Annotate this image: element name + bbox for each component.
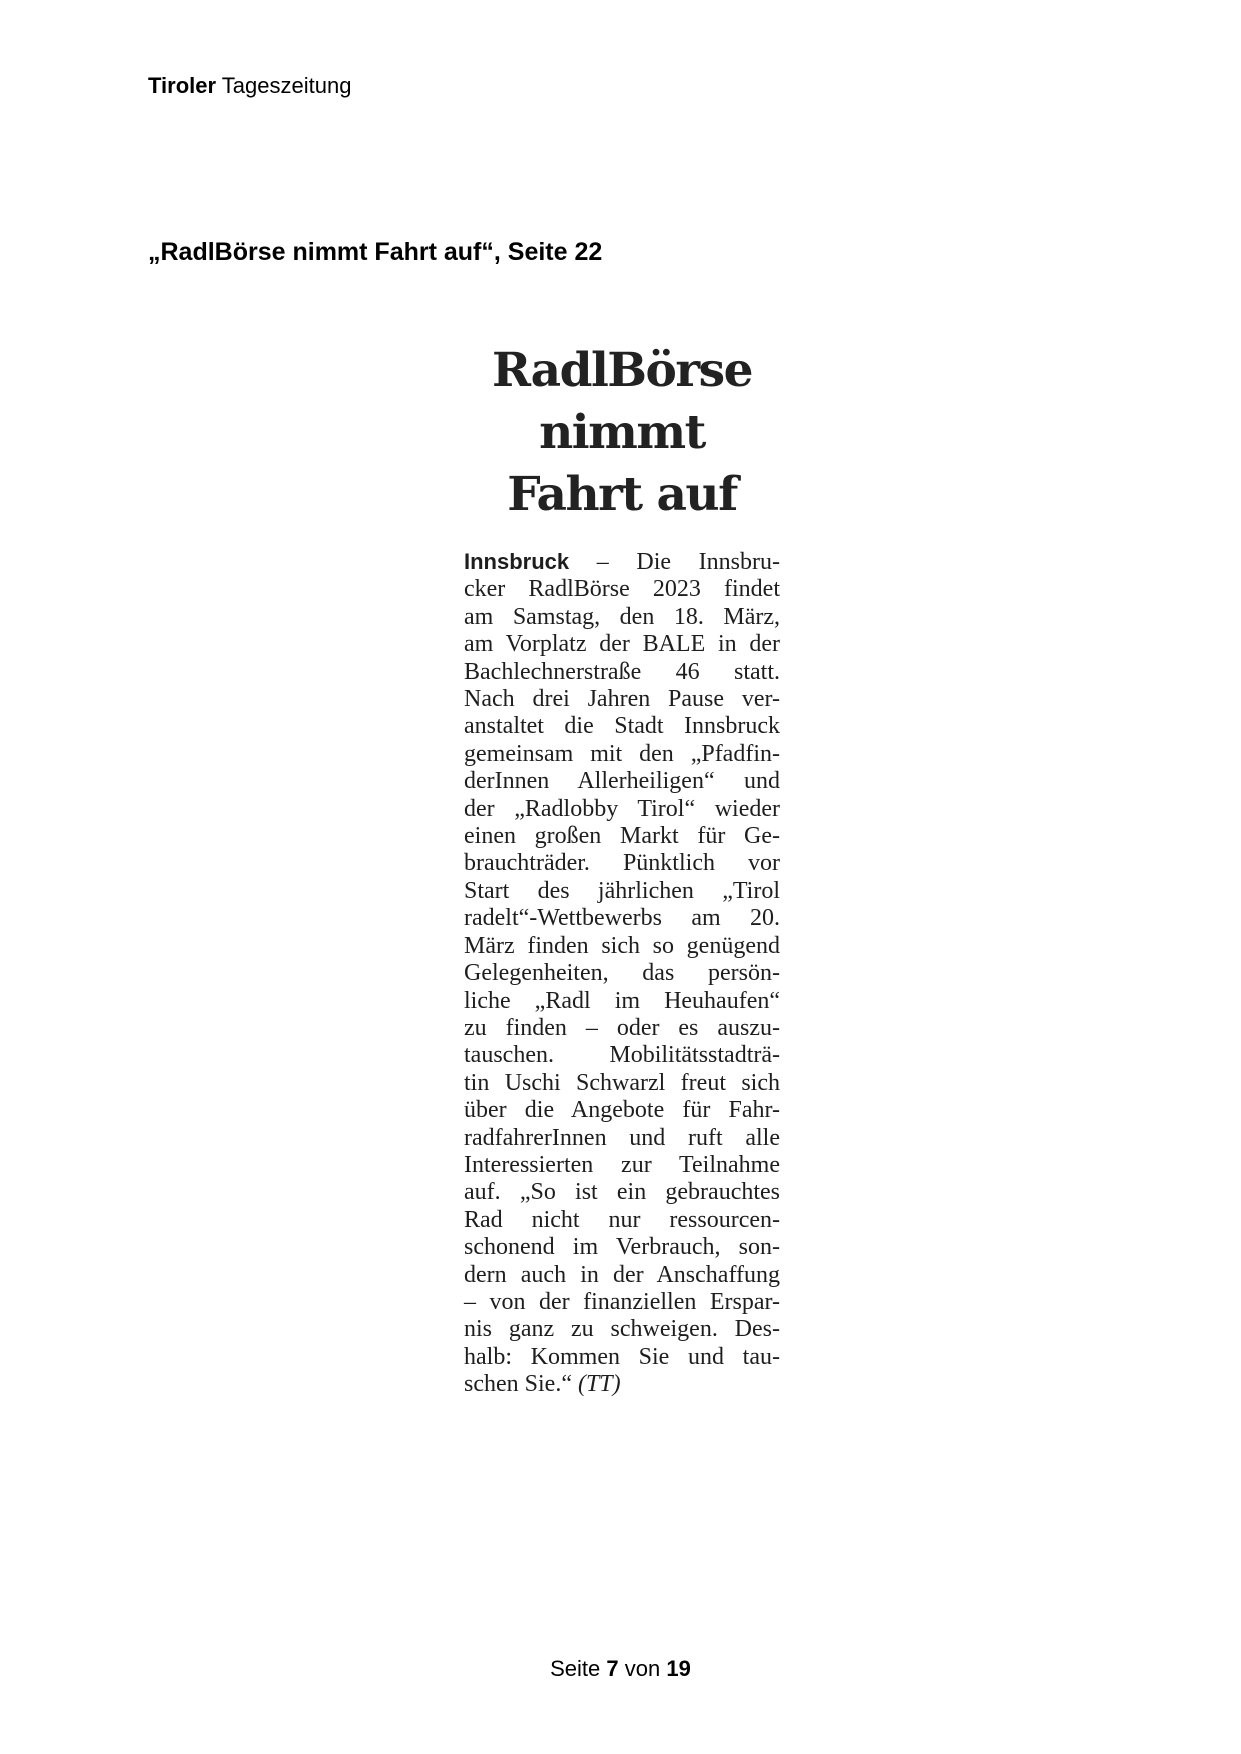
body-line: nis ganz zu schweigen. Des-	[464, 1316, 780, 1343]
body-line: radelt“-Wettbewerbs am 20.	[464, 905, 780, 932]
body-line: Rad nicht nur ressourcen-	[464, 1206, 780, 1233]
current-page-number: 7	[606, 1656, 619, 1681]
body-line-text: schen Sie.“	[464, 1371, 578, 1398]
body-line: schonend im Verbrauch, son-	[464, 1234, 780, 1261]
total-pages-number: 19	[666, 1656, 691, 1681]
body-line: Nach drei Jahren Pause ver-	[464, 686, 780, 713]
publication-name-bold: Tiroler	[148, 73, 217, 98]
body-line: am Samstag, den 18. März,	[464, 603, 780, 630]
body-line	[464, 1371, 780, 1398]
body-line: radfahrerInnen und ruft alle	[464, 1124, 780, 1151]
body-line: über die Angebote für Fahr-	[464, 1097, 780, 1124]
body-line: Gelegenheiten, das persön-	[464, 960, 780, 987]
headline-line: Fahrt auf	[507, 467, 737, 522]
body-line: März finden sich so genügend	[464, 932, 780, 959]
headline-line: nimmt	[539, 405, 705, 460]
article-body	[464, 548, 780, 1399]
body-line: derInnen Allerheiligen“ und	[464, 768, 780, 795]
clip-title: „RadlBörse nimmt Fahrt auf“, Seite 22	[148, 238, 603, 266]
body-line: brauchträder. Pünktlich vor	[464, 850, 780, 877]
body-line: einen großen Markt für Ge-	[464, 823, 780, 850]
body-line: Interessierten zur Teilnahme	[464, 1151, 780, 1178]
page-separator: von	[624, 1656, 661, 1681]
body-line: gemeinsam mit den „Pfadfin-	[464, 740, 780, 767]
body-line: am Vorplatz der BALE in der	[464, 631, 780, 658]
body-line: halb: Kommen Sie und tau-	[464, 1343, 780, 1370]
body-line: anstaltet die Stadt Innsbruck	[464, 713, 780, 740]
body-line: Bachlechnerstraße 46 statt.	[464, 658, 780, 685]
publication-name	[148, 72, 351, 100]
body-line: Start des jährlichen „Tirol	[464, 877, 780, 904]
body-line	[464, 548, 780, 576]
body-line: liche „Radl im Heuhaufen“	[464, 987, 780, 1014]
body-line: – von der finanziellen Erspar-	[464, 1288, 780, 1315]
body-line: auf. „So ist ein gebrauchtes	[464, 1179, 780, 1206]
dateline: Innsbruck	[464, 549, 570, 574]
body-line: cker RadlBörse 2023 findet	[464, 576, 780, 603]
body-line: tin Uschi Schwarzl freut sich	[464, 1069, 780, 1096]
body-line: zu finden – oder es auszu-	[464, 1014, 780, 1041]
body-line: tauschen. Mobilitätsstadträ-	[464, 1042, 780, 1069]
source-tag: (TT)	[577, 1371, 621, 1398]
body-line-text: – Die Innsbru-	[569, 549, 780, 575]
publication-name-rest: Tageszeitung	[221, 73, 352, 98]
page-footer	[0, 1655, 1241, 1683]
body-line: dern auch in der Anschaffung	[464, 1261, 780, 1288]
article	[464, 340, 780, 1399]
article-headline	[464, 340, 780, 526]
page-label: Seite	[550, 1656, 601, 1681]
body-line: der „Radlobby Tirol“ wieder	[464, 795, 780, 822]
headline-line: RadlBörse	[491, 343, 752, 398]
